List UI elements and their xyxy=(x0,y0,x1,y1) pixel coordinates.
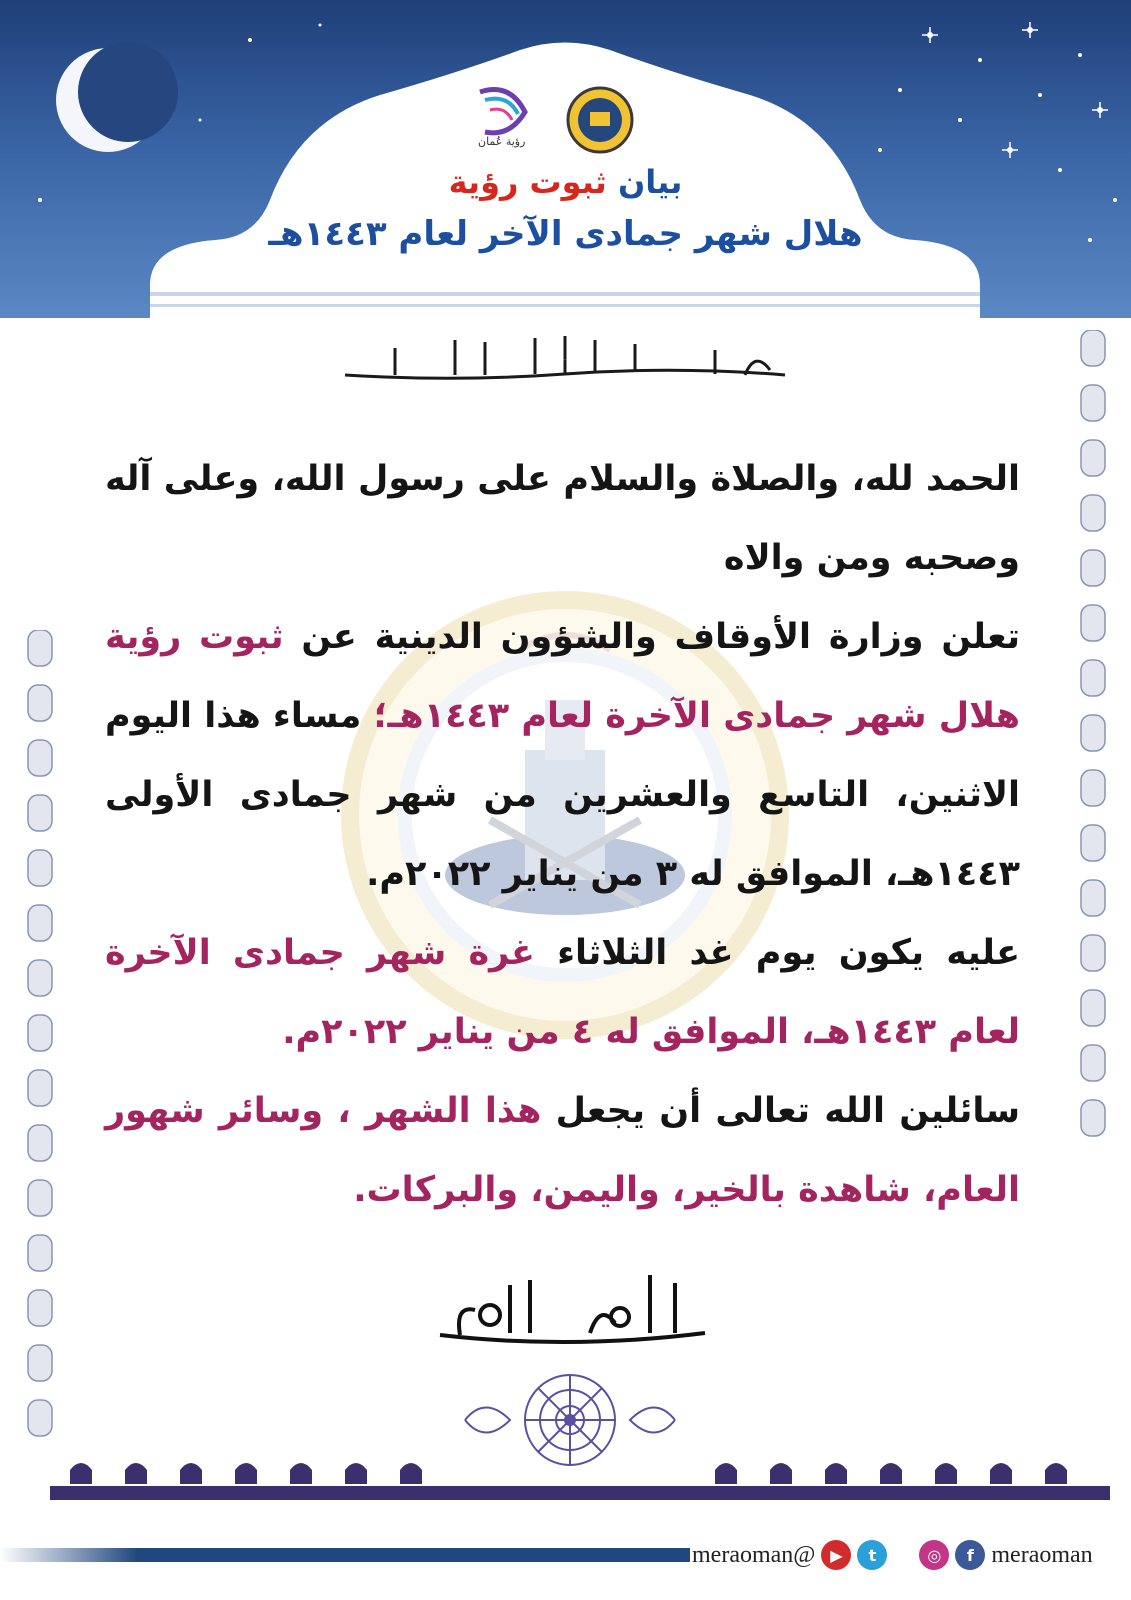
announcement-paragraph xyxy=(105,598,1020,914)
footer-bar xyxy=(0,1548,690,1562)
youtube-icon[interactable]: ▶ xyxy=(821,1540,851,1570)
vision-logo-caption: رؤية عُمان xyxy=(478,135,526,148)
basmala-calligraphy xyxy=(335,330,795,390)
instagram-icon[interactable]: ◎ xyxy=(919,1540,949,1570)
announcement-date: مساء هذا اليوم الاثنين، التاسع والعشرين من شهر جمادى الأولى ١٤٤٣هـ، الموافق له ٣ من يناير ٢٠٢٢م. xyxy=(105,696,1020,894)
prayer-intro: سائلين الله تعالى أن يجعل xyxy=(555,1091,1020,1131)
opening-paragraph: الحمد لله، والصلاة والسلام على رسول الله، وعلى آله وصحبه ومن والاه xyxy=(105,459,1020,578)
left-ornamental-border xyxy=(22,630,58,1510)
announcement-highlight: ثبوت رؤية هلال شهر جمادى الآخرة لعام ١٤٤٣هـ؛ xyxy=(105,617,1020,736)
svg-text:والله ولي التوفيق: والله ولي التوفيق xyxy=(566,1305,574,1306)
social-footer xyxy=(692,1532,1112,1578)
bottom-arch-band xyxy=(50,1438,1110,1508)
facebook-icon[interactable]: f xyxy=(955,1540,985,1570)
title-word-sighting: ثبوت رؤية xyxy=(448,163,607,201)
right-ornamental-border xyxy=(1075,330,1111,1210)
logos xyxy=(470,82,650,162)
result-paragraph xyxy=(105,914,1020,1072)
page-title-line2: هلال شهر جمادى الآخر لعام ١٤٤٣هـ xyxy=(268,214,863,254)
announcement-body xyxy=(105,440,1020,1230)
vision-logo xyxy=(480,90,525,133)
ministry-logo xyxy=(568,88,632,152)
handle-left[interactable]: meraoman@ xyxy=(692,1541,816,1568)
closing-calligraphy xyxy=(420,1255,720,1355)
title-word-statement: بيان xyxy=(617,163,683,201)
page-title-line1 xyxy=(0,163,1131,201)
prayer-paragraph xyxy=(105,1072,1020,1230)
svg-text:بسم الله الرحمن الرحيم: بسم الله الرحمن الرحيم xyxy=(559,360,571,361)
handle-right[interactable]: meraoman xyxy=(991,1541,1093,1568)
result-intro: عليه يكون يوم غد الثلاثاء xyxy=(557,933,1020,973)
twitter-icon[interactable]: t xyxy=(857,1540,887,1570)
prayer-highlight: هذا الشهر ، وسائر شهور العام، شاهدة بالخير، واليمن، والبركات. xyxy=(105,1091,1020,1210)
announcement-intro: تعلن وزارة الأوقاف والشؤون الدينية عن xyxy=(301,617,1020,657)
result-highlight: غرة شهر جمادى الآخرة لعام ١٤٤٣هـ، الموافق له ٤ من يناير ٢٠٢٢م. xyxy=(105,933,1020,1052)
